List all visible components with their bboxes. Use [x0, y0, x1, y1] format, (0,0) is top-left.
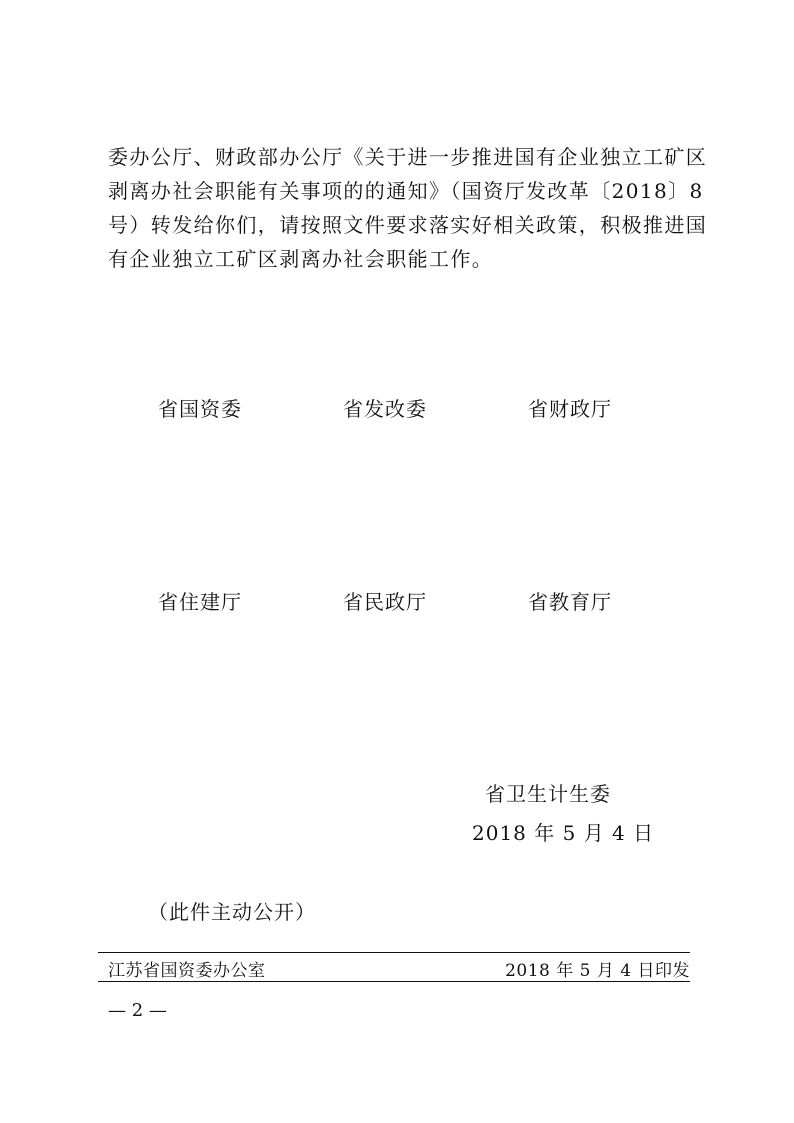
disclosure-note: （此件主动公开）: [148, 900, 316, 924]
body-line: 有企业独立工矿区剥离办社会职能工作。: [108, 247, 494, 271]
signatory-housing: 省住建厅: [158, 590, 242, 614]
body-line: 号）转发给你们，请按照文件要求落实好相关政策，积极推进国: [108, 213, 708, 237]
document-date: 2018 年 5 月 4 日: [472, 821, 655, 845]
footer-issuer: 江苏省国资委办公室: [108, 961, 266, 981]
signatory-finance: 省财政厅: [528, 397, 612, 421]
footer-bottom-rule: [98, 981, 690, 982]
body-paragraph: [108, 140, 708, 276]
footer-top-rule: [98, 952, 690, 953]
body-line: 委办公厅、财政部办公厅《关于进一步推进国有企业独立工矿区: [108, 145, 708, 169]
signatory-health: 省卫生计生委: [485, 782, 611, 806]
signatory-civil-affairs: 省民政厅: [343, 590, 427, 614]
signatory-drc: 省发改委: [343, 397, 427, 421]
body-line: 剥离办社会职能有关事项的的通知》（国资厅发改革〔2018〕8: [108, 179, 704, 203]
signatory-education: 省教育厅: [528, 590, 612, 614]
footer-print-date: 2018 年 5 月 4 日印发: [505, 961, 690, 981]
page-number: — 2 —: [108, 1000, 167, 1021]
signatory-sasac: 省国资委: [158, 397, 242, 421]
